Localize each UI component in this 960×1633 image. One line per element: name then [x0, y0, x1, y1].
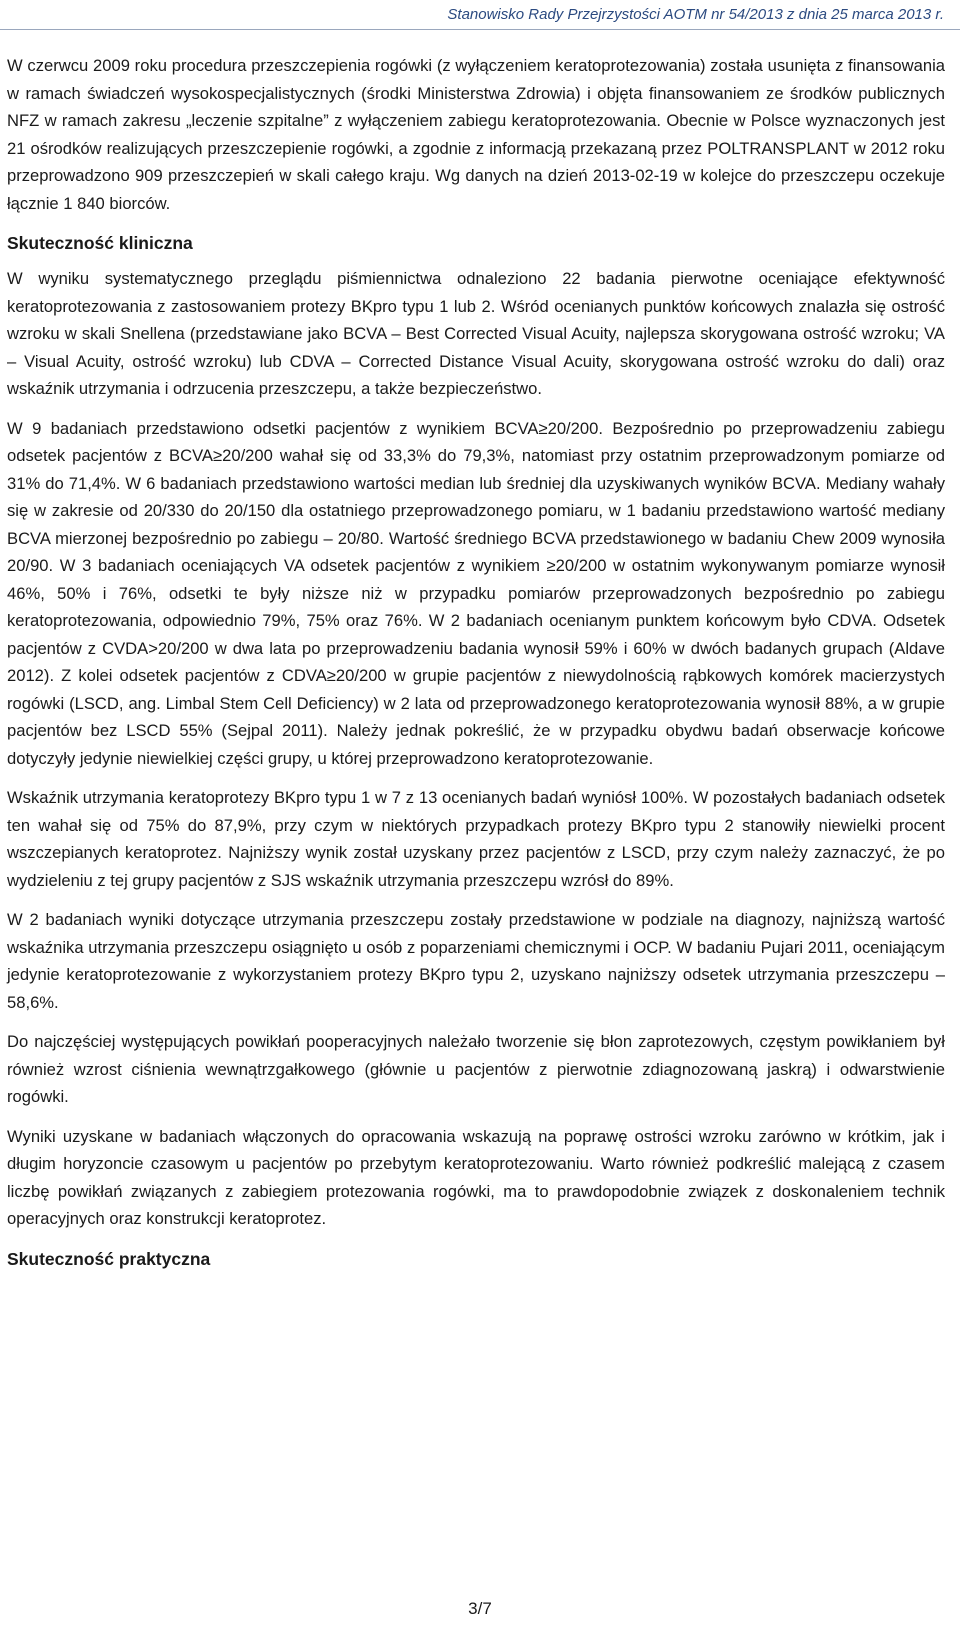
section-heading-clinical-efficacy: Skuteczność kliniczna — [7, 233, 193, 253]
paragraph-conclusions: Wyniki uzyskane w badaniach włączonych do opracowania wskazują na poprawę ostrości wzroku zarówno w krótkim, jak i długim horyzoncie czasowym u pacjentów po przebytym keratoprotezowaniu. Warto również podkreślić malejącą z czasem liczbę powikłań związanych z zabiegiem protezowania rogówki, ma to prawdopodobnie związek z doskonaleniem technik operacyjnych oraz konstrukcji keratoprotez. — [7, 1126, 945, 1228]
page-number: 3/7 — [468, 1599, 492, 1618]
running-header: Stanowisko Rady Przejrzystości AOTM nr 54/2013 z dnia 25 marca 2013 r. — [447, 6, 944, 23]
intro-paragraph: W czerwcu 2009 roku procedura przeszczepienia rogówki (z wyłączeniem keratoprotezowania) została usunięta z finansowania w ramach świadczeń wysokospecjalistycznych (środki Ministerstwa Zdrowia) i objęta finansowaniem ze środków publicznych NFZ w ramach zakresu „leczenie szpitalne” z wyłączeniem zabiegu keratoprotezowania. Obecnie w Polsce wyznaczonych jest 21 ośrodków realizujących przeszczepienie rogówki, a zgodnie z informacją przekazaną przez POLTRANSPLANT w 2012 roku przeprowadzono 909 przeszczepień w skali całego kraju. Wg danych na dzień 2013-02-19 w kolejce do przeszczepu oczekuje łącznie 1 840 biorców. — [7, 56, 945, 213]
paragraph-retention-by-diagnosis: W 2 badaniach wyniki dotyczące utrzymania przeszczepu zostały przedstawione w podziale na diagnozy, najniższą wartość wskaźnika utrzymania przeszczepu osiągnięto u osób z poparzeniami chemicznymi i OCP. W badaniu Pujari 2011, oceniającym jedynie keratoprotezowanie z wykorzystaniem protezy BKpro typu 2, uzyskano najniższy odsetek utrzymania przeszczepu – 58,6%. — [7, 910, 945, 1012]
paragraph-bcva-results: W 9 badaniach przedstawiono odsetki pacjentów z wynikiem BCVA≥20/200. Bezpośrednio po przeprowadzeniu zabiegu odsetek pacjentów z BCVA≥20/200 wahał się od 33,3% do 79,3%, natomiast przy ostatnim przeprowadzonym pomiarze od 31% do 71,4%. W 6 badaniach przedstawiono wartości median lub średniej dla uzyskiwanych wyników BCVA. Mediany wahały się w zakresie od 20/330 do 20/150 dla ostatniego przeprowadzonego pomiaru, w 1 badaniu przedstawiono wartość mediany BCVA mierzonej bezpośrednio po zabiegu – 20/80. Wartość średniego BCVA przedstawionego w badaniu Chew 2009 wynosiła 20/90. W 3 badaniach oceniających VA odsetek pacjentów z wynikiem ≥20/200 w ostatnim wykonywanym pomiarze wynosił 46%, 50% i 76%, odsetki te były niższe niż w przypadku pomiarów przeprowadzonych bezpośrednio po zabiegu keratoprotezowania, odpowiednio 79%, 75% oraz 76%. W 2 badaniach ocenianym punktem końcowym było CDVA. Odsetek pacjentów z CVDA>20/200 w dwa lata po przeprowadzeniu badania wynosił 59% i 60% w dwóch badanych grupach (Aldave 2012). Z kolei odsetek pacjentów z CDVA≥20/200 w grupie pacjentów z niewydolnością rąbkowych komórek macierzystych rogówki (LSCD, ang. Limbal Stem Cell Deficiency) w 2 lata od przeprowadzonego keratoprotezowania wynosił 88%, a w grupie pacjentów bez LSCD 55% (Sejpal 2011). Należy jednak pokreślić, że w przypadku obydwu badań obserwacje końcowe dotyczyły jedynie niewielkiej części grupy, u której przeprowadzono keratoprotezowanie. — [7, 418, 945, 768]
paragraph-systematic-review: W wyniku systematycznego przeglądu piśmiennictwa odnaleziono 22 badania pierwotne oceniające efektywność keratoprotezowania z zastosowaniem protezy BKpro typu 1 lub 2. Wśród ocenianych punktów końcowych znalazła się ostrość wzroku w skali Snellena (przedstawiane jako BCVA – Best Corrected Visual Acuity, najlepsza skorygowana ostrość wzroku; VA – Visual Acuity, ostrość wzroku) lub CDVA – Corrected Distance Visual Acuity, skorygowana ostrość wzroku do dali) oraz wskaźnik utrzymania i odrzucenia przeszczepu, a także bezpieczeństwo. — [7, 269, 945, 398]
document-body — [7, 52, 945, 1281]
header-rule — [0, 29, 960, 30]
paragraph-complications: Do najczęściej występujących powikłań pooperacyjnych należało tworzenie się błon zaprotezowych, częstym powikłaniem był również wzrost ciśnienia wewnątrzgałkowego (głównie u pacjentów z pierwotnie zdiagnozowaną jaskrą) i odwarstwienie rogówki. — [7, 1032, 945, 1106]
section-heading-practical-efficacy: Skuteczność praktyczna — [7, 1248, 211, 1269]
paragraph-retention-rate: Wskaźnik utrzymania keratoprotezy BKpro typu 1 w 7 z 13 ocenianych badań wyniósł 100%. W pozostałych badaniach odsetek ten wahał się od 75% do 87,9%, przy czym w niektórych przypadkach protezy BKpro typu 2 stanowiły niewielki procent wszczepianych keratoprotez. Najniższy wynik został uzyskany przez pacjentów z LSCD, przy czym należy zaznaczyć, że po wydzieleniu z tej grupy pacjentów z SJS wskaźnik utrzymania przeszczepu wzrósł do 89%. — [7, 788, 945, 890]
